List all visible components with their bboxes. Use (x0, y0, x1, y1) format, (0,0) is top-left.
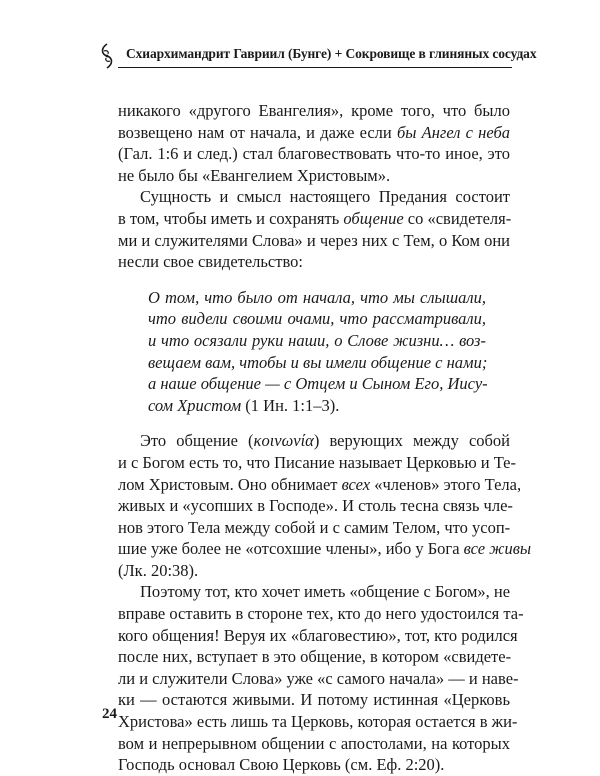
text-line (118, 538, 532, 560)
text-line: Господь основал Свою Церковь (см. Еф. 2:20). (118, 755, 445, 775)
spacer (118, 273, 510, 287)
paragraph-4 (118, 581, 524, 775)
paragraph-2 (118, 186, 510, 272)
text-run: «членов» этого Тела, (370, 474, 522, 494)
text-line: вом и непрерывном общении с апостолами, на которых (118, 733, 510, 753)
emphasis: бы Ангел с неба (396, 122, 511, 142)
greek-term: κοινωνία (253, 431, 314, 451)
text-run: шие уже более не «отсохшие члены», ибо у Бога (118, 539, 464, 559)
text-run: сом Христом (148, 395, 242, 415)
quote-line: О том, что было от начала, что мы слышали, (148, 287, 486, 307)
text-line (118, 430, 510, 452)
text-line: вправе оставить в стороне тех, кто до него удостоился та- (118, 604, 524, 624)
text-line: Христова» есть лишь та Церковь, которая остается в жи- (118, 712, 518, 732)
text-run: ) верующих между собой (313, 431, 510, 451)
text-run: лом Христовым. Оно обнимает (118, 474, 342, 494)
text-line: ки — остаются живыми. И потому истинная «Церковь (118, 690, 510, 710)
text-line: нов этого Тела между собой и с самим Телом, что усоп- (118, 517, 511, 537)
page-header (96, 40, 537, 70)
citation: (1 Ин. 1:1–3). (241, 395, 340, 415)
quote-line: вещаем вам, чтобы и вы имели общение с нами; (148, 352, 488, 372)
header-rule (118, 67, 512, 68)
paragraph-3 (118, 430, 532, 581)
text-line: ли и служители Слова» уже «с самого начала» — и наве- (118, 668, 519, 688)
text-line: кого общения! Веруя их «благовестию», тот, кто родился (118, 625, 518, 645)
text-line: Поэтому тот, кто хочет иметь «общение с Богом», не (140, 582, 511, 602)
emphasis: всех (341, 474, 371, 494)
text-line: (Гал. 1:6 и след.) стал благовествовать что-то иное, это (118, 144, 510, 164)
text-run: со «свидетеля- (403, 208, 512, 228)
text-run: Это общение ( (140, 431, 254, 451)
text-line: и с Богом есть то, что Писание называет Церковью и Те- (118, 452, 516, 472)
text-line: (Лк. 20:38). (118, 560, 199, 580)
text-run: в том, чтобы иметь и сохранять (118, 208, 344, 228)
quote-line: что видели своими очами, что рассматривали, (148, 309, 486, 329)
emphasis: все живы (463, 539, 532, 559)
page-number: 24 (102, 706, 117, 722)
scripture-quote (118, 287, 510, 417)
text-line: не было бы «Евангелием Христовым». (118, 165, 391, 185)
text-line (118, 208, 510, 230)
paragraph-1 (118, 100, 510, 186)
quote-line (148, 395, 486, 417)
quote-line: а наше общение — с Отцем и Сыном Его, Иису- (148, 374, 488, 394)
body-text (118, 100, 532, 776)
text-line: живых и «усопших в Господе». И столь тесна связь чле- (118, 496, 513, 516)
text-line: никакого «другого Евангелия», кроме того, что было (118, 101, 510, 120)
spacer (118, 416, 510, 430)
quote-line: и что осязали руки наши, о Слове жизни… воз- (148, 330, 486, 350)
emphasis: общение (343, 208, 404, 228)
text-line: несли свое свидетельство: (118, 252, 303, 272)
text-line (118, 122, 510, 144)
running-head: Схиархимандрит Гавриил (Бунге) + Сокровище в глиняных сосудах (126, 46, 537, 61)
fleuron-icon (96, 42, 118, 70)
text-run: возвещено нам от начала, и даже если (118, 122, 397, 142)
text-line (118, 474, 522, 496)
text-line: после них, вступает в это общение, в котором «свидете- (118, 647, 512, 667)
text-line: ми и служителями Слова» и через них с Тем, о Ком они (118, 230, 510, 250)
text-line: Сущность и смысл настоящего Предания состоит (140, 187, 510, 207)
